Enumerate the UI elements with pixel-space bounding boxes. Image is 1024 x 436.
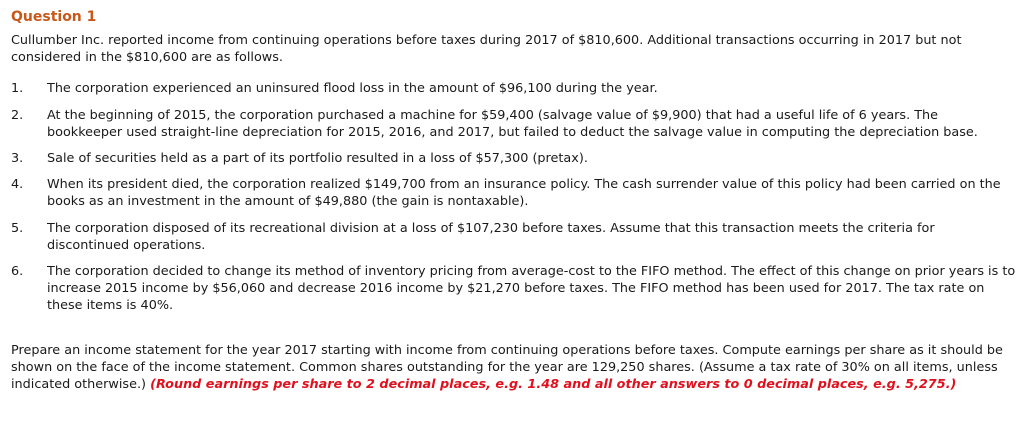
item-number: 2. (11, 107, 24, 123)
item-number: 3. (11, 151, 24, 167)
item-text: Sale of securities held as a part of its portfolio resulted in a loss of $57,300 (pretax). (47, 151, 588, 167)
item-number: 6. (11, 264, 24, 280)
list-item (11, 107, 1017, 141)
item-number: 1. (11, 81, 24, 97)
list-item (11, 176, 1017, 210)
item-text: The corporation decided to change its method of inventory pricing from average-cost to the FIFO method. The effect of this change on prior years is to increase 2015 income by $56,060 and decrease 2016 income by $21,270 before taxes. The FIFO method has been used for 2017. The tax rate on these items is 40%. (47, 264, 1016, 314)
instructions-paragraph (11, 342, 1017, 394)
item-number: 4. (11, 177, 24, 193)
list-item (11, 220, 1017, 254)
item-text: At the beginning of 2015, the corporation purchased a machine for $59,400 (salvage value of $9,900) that had a useful life of 6 years. The bookkeeper used straight-line depreciation for 2015, 2016, and 2017, but failed to deduct the salvage value in computing the depreciation base. (47, 107, 978, 140)
transaction-list (11, 80, 1017, 314)
item-text: The corporation disposed of its recreational division at a loss of $107,230 before taxes. Assume that this transaction meets the criteria for discontinued operations. (47, 220, 935, 253)
rounding-note: (Round earnings per share to 2 decimal places, e.g. 1.48 and all other answers to 0 decimal places, e.g. 5,275.) (150, 377, 957, 393)
list-item (11, 263, 1017, 315)
item-text: The corporation experienced an uninsured flood loss in the amount of $96,100 during the year. (47, 81, 658, 97)
question-title: Question 1 (11, 9, 97, 25)
item-number: 5. (11, 220, 24, 236)
list-item (11, 80, 1017, 97)
list-item (11, 150, 1017, 167)
instructions-text: Prepare an income statement for the year 2017 starting with income from continuing operations before taxes. Compute earnings per share as it should be shown on the face of the income statement. Common shares outstanding for the year are 129,250 shares. (Assume a tax rate of 30% on all items, unless indicated otherwise.) (11, 342, 1003, 393)
question-intro: Cullumber Inc. reported income from continuing operations before taxes during 2017 of $810,600. Additional transactions occurring in 2017 but not considered in the $810,600 are as follows. (11, 33, 962, 66)
item-text: When its president died, the corporation realized $149,700 from an insurance policy. The cash surrender value of this policy had been carried on the books as an investment in the amount of $49,880 (the gain is nontaxable). (47, 177, 1001, 210)
question-panel (11, 8, 1017, 393)
